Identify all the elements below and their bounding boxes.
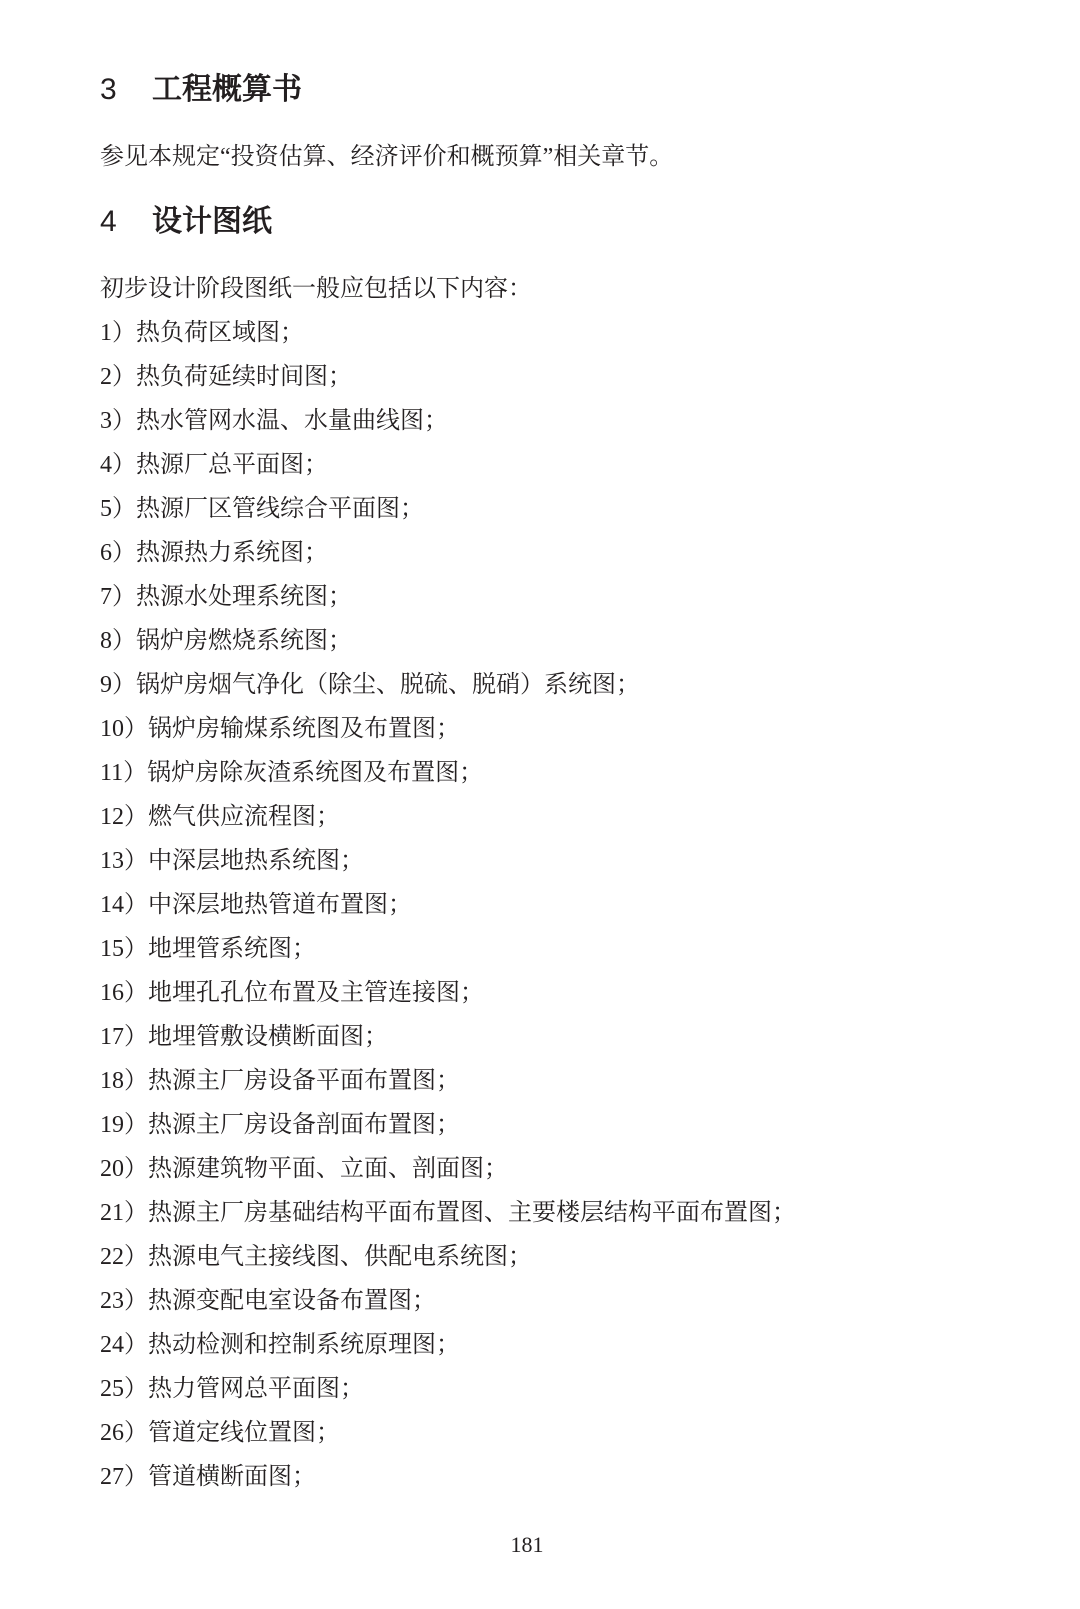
list-item <box>100 839 1020 883</box>
item-number: 5） <box>100 496 136 522</box>
item-number: 6） <box>100 540 136 566</box>
list-item <box>100 883 1020 927</box>
list-item <box>100 1323 1020 1367</box>
section-number: 3 <box>100 73 117 106</box>
item-number: 2） <box>100 364 136 390</box>
list-item <box>100 443 1020 487</box>
item-text: 热源建筑物平面、立面、剖面图； <box>148 1156 508 1182</box>
item-text: 锅炉房烟气净化（除尘、脱硫、脱硝）系统图； <box>136 672 640 698</box>
list-item <box>100 1411 1020 1455</box>
item-number: 13） <box>100 848 148 874</box>
item-number: 11） <box>100 760 148 786</box>
list-item <box>100 1191 1020 1235</box>
item-text: 热源厂总平面图； <box>136 452 328 478</box>
list-item <box>100 971 1020 1015</box>
item-text: 地埋孔孔位布置及主管连接图； <box>148 980 484 1006</box>
item-number: 10） <box>100 716 148 742</box>
item-text: 热源厂区管线综合平面图； <box>136 496 424 522</box>
item-text: 地埋管敷设横断面图； <box>148 1024 388 1050</box>
list-item <box>100 311 1020 355</box>
item-number: 1） <box>100 320 136 346</box>
item-text: 锅炉房除灰渣系统图及布置图； <box>147 760 484 786</box>
list-item <box>100 619 1020 663</box>
list-item <box>100 1059 1020 1103</box>
item-text: 管道横断面图； <box>148 1464 316 1490</box>
item-text: 热负荷区域图； <box>136 320 304 346</box>
item-number: 22） <box>100 1244 148 1270</box>
item-number: 21） <box>100 1200 148 1226</box>
list-item <box>100 751 1020 795</box>
list-item <box>100 1367 1020 1411</box>
item-text: 热源电气主接线图、供配电系统图； <box>148 1244 532 1270</box>
section-paragraph: 参见本规定“投资估算、经济评价和概预算”相关章节。 <box>100 144 674 170</box>
list-item <box>100 575 1020 619</box>
item-number: 19） <box>100 1112 148 1138</box>
item-number: 8） <box>100 628 136 654</box>
item-text: 中深层地热管道布置图； <box>148 892 412 918</box>
item-text: 热力管网总平面图； <box>148 1376 364 1402</box>
item-number: 26） <box>100 1420 148 1446</box>
item-number: 17） <box>100 1024 148 1050</box>
item-text: 热水管网水温、水量曲线图； <box>136 408 448 434</box>
list-item <box>100 1455 1020 1499</box>
list-item <box>100 531 1020 575</box>
item-number: 16） <box>100 980 148 1006</box>
list-item <box>100 1235 1020 1279</box>
item-text: 地埋管系统图； <box>148 936 316 962</box>
item-number: 4） <box>100 452 136 478</box>
item-text: 热负荷延续时间图； <box>136 364 352 390</box>
item-text: 热源主厂房基础结构平面布置图、主要楼层结构平面布置图； <box>148 1200 796 1226</box>
list-item <box>100 399 1020 443</box>
list-item <box>100 1015 1020 1059</box>
drawing-list <box>100 311 1020 1499</box>
item-number: 20） <box>100 1156 148 1182</box>
section-heading-4 <box>100 200 1020 244</box>
item-number: 25） <box>100 1376 148 1402</box>
list-item <box>100 1147 1020 1191</box>
list-item <box>100 707 1020 751</box>
section-heading-3 <box>100 68 1020 112</box>
page-number: 181 <box>510 1532 544 1557</box>
item-text: 热源主厂房设备剖面布置图； <box>148 1112 460 1138</box>
section-title: 工程概算书 <box>152 73 302 106</box>
item-number: 3） <box>100 408 136 434</box>
list-item <box>100 795 1020 839</box>
item-text: 锅炉房输煤系统图及布置图； <box>148 716 460 742</box>
item-number: 23） <box>100 1288 148 1314</box>
item-number: 7） <box>100 584 136 610</box>
list-item <box>100 663 1020 707</box>
list-intro: 初步设计阶段图纸一般应包括以下内容： <box>100 276 532 302</box>
list-item <box>100 1279 1020 1323</box>
item-number: 18） <box>100 1068 148 1094</box>
item-text: 热源热力系统图； <box>136 540 328 566</box>
item-text: 中深层地热系统图； <box>148 848 364 874</box>
list-item <box>100 1103 1020 1147</box>
item-number: 15） <box>100 936 148 962</box>
item-text: 热源主厂房设备平面布置图； <box>148 1068 460 1094</box>
item-number: 14） <box>100 892 148 918</box>
list-item <box>100 487 1020 531</box>
item-number: 12） <box>100 804 148 830</box>
item-text: 热源变配电室设备布置图； <box>148 1288 436 1314</box>
section-number: 4 <box>100 205 117 238</box>
item-text: 热源水处理系统图； <box>136 584 352 610</box>
item-text: 热动检测和控制系统原理图； <box>148 1332 460 1358</box>
item-text: 管道定线位置图； <box>148 1420 340 1446</box>
list-item <box>100 355 1020 399</box>
item-number: 27） <box>100 1464 148 1490</box>
section-title: 设计图纸 <box>152 205 272 238</box>
item-number: 24） <box>100 1332 148 1358</box>
item-number: 9） <box>100 672 136 698</box>
item-text: 锅炉房燃烧系统图； <box>136 628 352 654</box>
list-item <box>100 927 1020 971</box>
item-text: 燃气供应流程图； <box>148 804 340 830</box>
